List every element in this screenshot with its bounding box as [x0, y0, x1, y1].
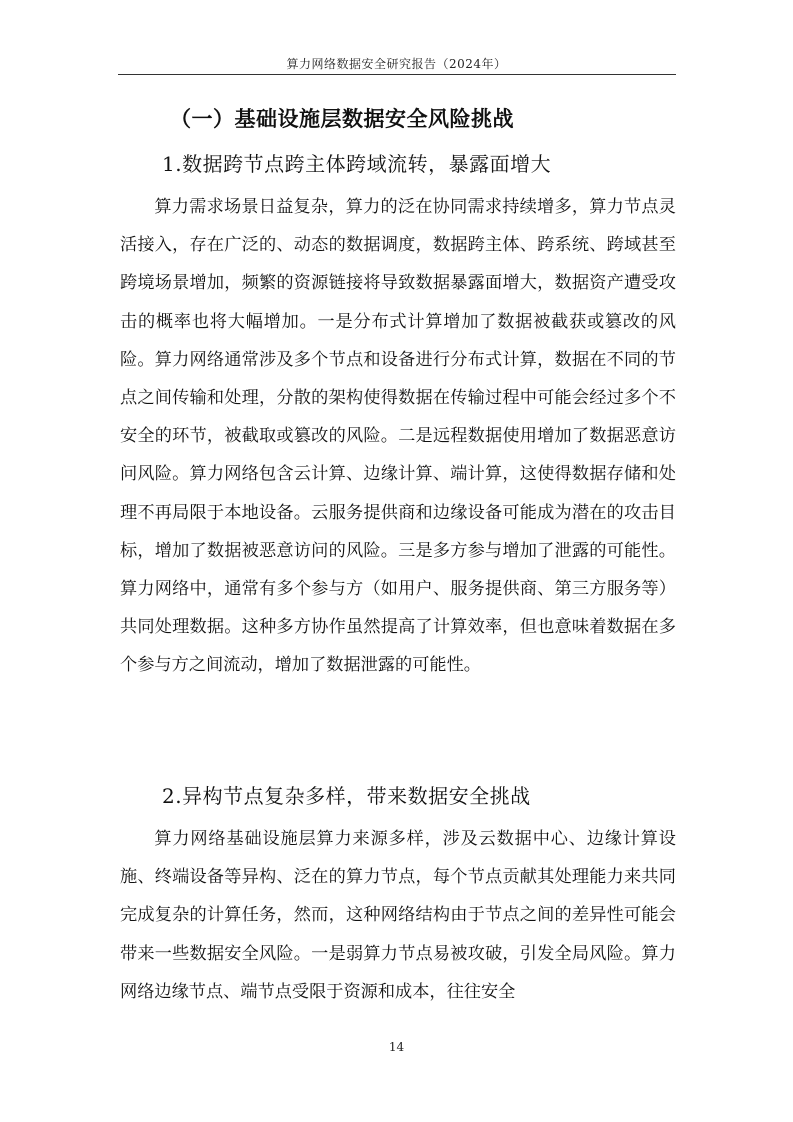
- page-number: 14: [388, 1040, 405, 1054]
- running-header: 算力网络数据安全研究报告（2024年）: [286, 57, 507, 71]
- subsection-heading-1: 1.数据跨节点跨主体跨域流转，暴露面增大: [162, 152, 552, 176]
- subsection-heading-2: 2.异构节点复杂多样，带来数据安全挑战: [162, 784, 531, 808]
- body-paragraph-2: 算力网络基础设施层算力来源多样，涉及云数据中心、边缘计算设施、终端设备等异构、泛在的算力节点，每个节点贡献其处理能力来共同完成复杂的计算任务，然而，这种网络结构由于节点之间的差异性可能会带来一些数据安全风险。一是弱算力节点易被攻破，引发全局风险。算力网络边缘节点、端节点受限于资源和成本，往往安全: [120, 829, 676, 1002]
- body-paragraph-1: 算力需求场景日益复杂，算力的泛在协同需求持续增多，算力节点灵活接入，存在广泛的、动态的数据调度，数据跨主体、跨系统、跨域甚至跨境场景增加，频繁的资源链接将导致数据暴露面增大，数据资产遭受攻击的概率也将大幅增加。一是分布式计算增加了数据被截获或篡改的风险。算力网络通常涉及多个节点和设备进行分布式计算，数据在不同的节点之间传输和处理，分散的架构使得数据在传输过程中可能会经过多个不安全的环节，被截取或篡改的风险。二是远程数据使用增加了数据恶意访问风险。算力网络包含云计算、边缘计算、端计算，这使得数据存储和处理不再局限于本地设备。云服务提供商和边缘设备可能成为潜在的攻击目标，增加了数据被恶意访问的风险。三是多方参与增加了泄露的可能性。算力网络中，通常有多个参与方（如用户、服务提供商、第三方服务等）共同处理数据。这种多方协作虽然提高了计算效率，但也意味着数据在多个参与方之间流动，增加了数据泄露的可能性。: [120, 197, 676, 676]
- header-divider: [118, 74, 676, 75]
- section-heading: （一）基础设施层数据安全风险挑战: [170, 107, 514, 131]
